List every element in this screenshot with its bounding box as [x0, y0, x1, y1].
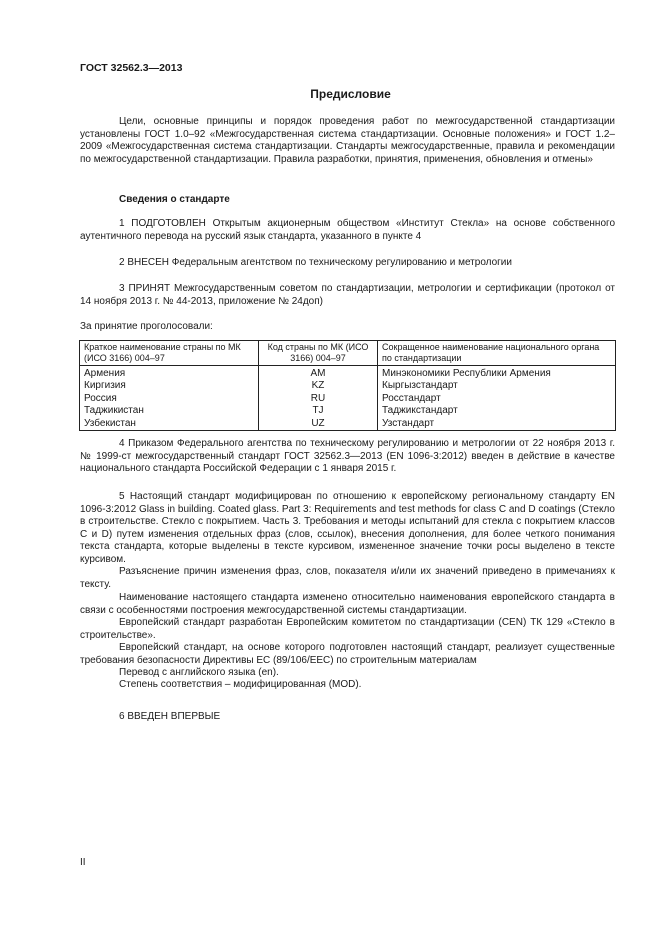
item-5-name-change: Наименование настоящего стандарта изменено относительно наименования европейского стандарта в связи с особенностями построения межгосударственной системы стандартизации. [80, 592, 615, 616]
item-5-cen: Европейский стандарт разработан Европейским комитетом по стандартизации (CEN) ТК 129 «Стекло в строительстве». [80, 617, 615, 641]
table-row [80, 380, 616, 392]
item-5-translation: Перевод с английского языка (en). [119, 667, 279, 678]
country-name-cell: Россия [80, 393, 259, 405]
table-row [80, 418, 616, 431]
country-name-cell: Армения [80, 366, 259, 381]
country-code-cell: AM [259, 366, 378, 381]
table-row [80, 393, 616, 405]
standards-body-cell: Кыргызстандарт [378, 380, 616, 392]
country-code-cell: RU [259, 393, 378, 405]
item-1: 1 ПОДГОТОВЛЕН Открытым акционерным обществом «Институт Стекла» на основе собственного аутентичного перевода на русский язык стандарта, указанного в пункте 4 [80, 218, 615, 242]
standards-body-cell: Узстандарт [378, 418, 616, 431]
item-2: 2 ВНЕСЕН Федеральным агентством по техническому регулированию и метрологии [119, 257, 512, 268]
country-code-cell: KZ [259, 380, 378, 392]
section-title: Сведения о стандарте [119, 194, 230, 205]
table-header-row [80, 341, 616, 366]
intro-paragraph: Цели, основные принципы и порядок проведения работ по межгосударственной стандартизации установлены ГОСТ 1.0–92 «Межгосударственная система стандартизации. Основные положения» и ГОСТ 1.2–2009 «Межгосударственная система стандартизации. Стандарты межгосударственные, правила и рекомендации по межгосударственной стандартизации. Правила разработки, принятия, применения, обновления и отмены» [80, 116, 615, 165]
page-title: Предисловие [310, 87, 391, 101]
column-header: Краткое наименование страны по МК (ИСО 3166) 004–97 [80, 341, 259, 366]
voting-table [79, 340, 616, 431]
country-name-cell: Узбекистан [80, 418, 259, 431]
item-4: 4 Приказом Федерального агентства по техническому регулированию и метрологии от 22 ноября 2013 г. № 1999-ст межгосударственный стандарт ГОСТ 32562.3—2013 (EN 1096-3:2012) введен в действие в качестве национального стандарта Российской Федерации с 1 января 2015 г. [80, 438, 615, 475]
page-number: II [80, 857, 86, 868]
column-header: Код страны по МК (ИСО 3166) 004–97 [259, 341, 378, 366]
item-5: 5 Настоящий стандарт модифицирован по отношению к европейскому региональному стандарту EN 1096-3:2012 Glass in building. Coated glass. Part 3: Requirements and test methods for class C and D coatings (Стекло в строительстве. Стекло с покрытием. Часть 3. Требования и методы испытаний для стекла с покрытием классов C и D) путем изменения отдельных фраз (слов, ссылок), внесения дополнения, для более четкого понимания текста стандарта, которые выделены в тексте курсивом, измененное значение точки росы выделено в тексте курсивом. [80, 491, 615, 565]
table-row [80, 405, 616, 417]
item-6: 6 ВВЕДЕН ВПЕРВЫЕ [119, 711, 221, 722]
item-3: 3 ПРИНЯТ Межгосударственным советом по стандартизации, метрологии и сертификации (протокол от 14 ноября 2013 г. № 44-2013, приложение № 24доп) [80, 283, 615, 307]
country-code-cell: TJ [259, 405, 378, 417]
voted-label: За принятие проголосовали: [80, 321, 213, 332]
country-name-cell: Киргизия [80, 380, 259, 392]
standards-body-cell: Таджикстандарт [378, 405, 616, 417]
document-header: ГОСТ 32562.3—2013 [80, 62, 183, 74]
standards-body-cell: Минэкономики Республики Армения [378, 366, 616, 381]
item-5-conformity: Степень соответствия – модифицированная (MOD). [119, 679, 362, 690]
table-row [80, 366, 616, 381]
item-5-directive: Европейский стандарт, на основе которого подготовлен настоящий стандарт, реализует существенные требования безопасности Директивы ЕС (89/106/EEC) по строительным материалам [80, 642, 615, 666]
country-code-cell: UZ [259, 418, 378, 431]
country-name-cell: Таджикистан [80, 405, 259, 417]
item-5-explanation: Разъяснение причин изменения фраз, слов, показателя и/или их значений приведено в примечаниях к тексту. [80, 566, 615, 590]
column-header: Сокращенное наименование национального органа по стандартизации [378, 341, 616, 366]
standards-body-cell: Росстандарт [378, 393, 616, 405]
